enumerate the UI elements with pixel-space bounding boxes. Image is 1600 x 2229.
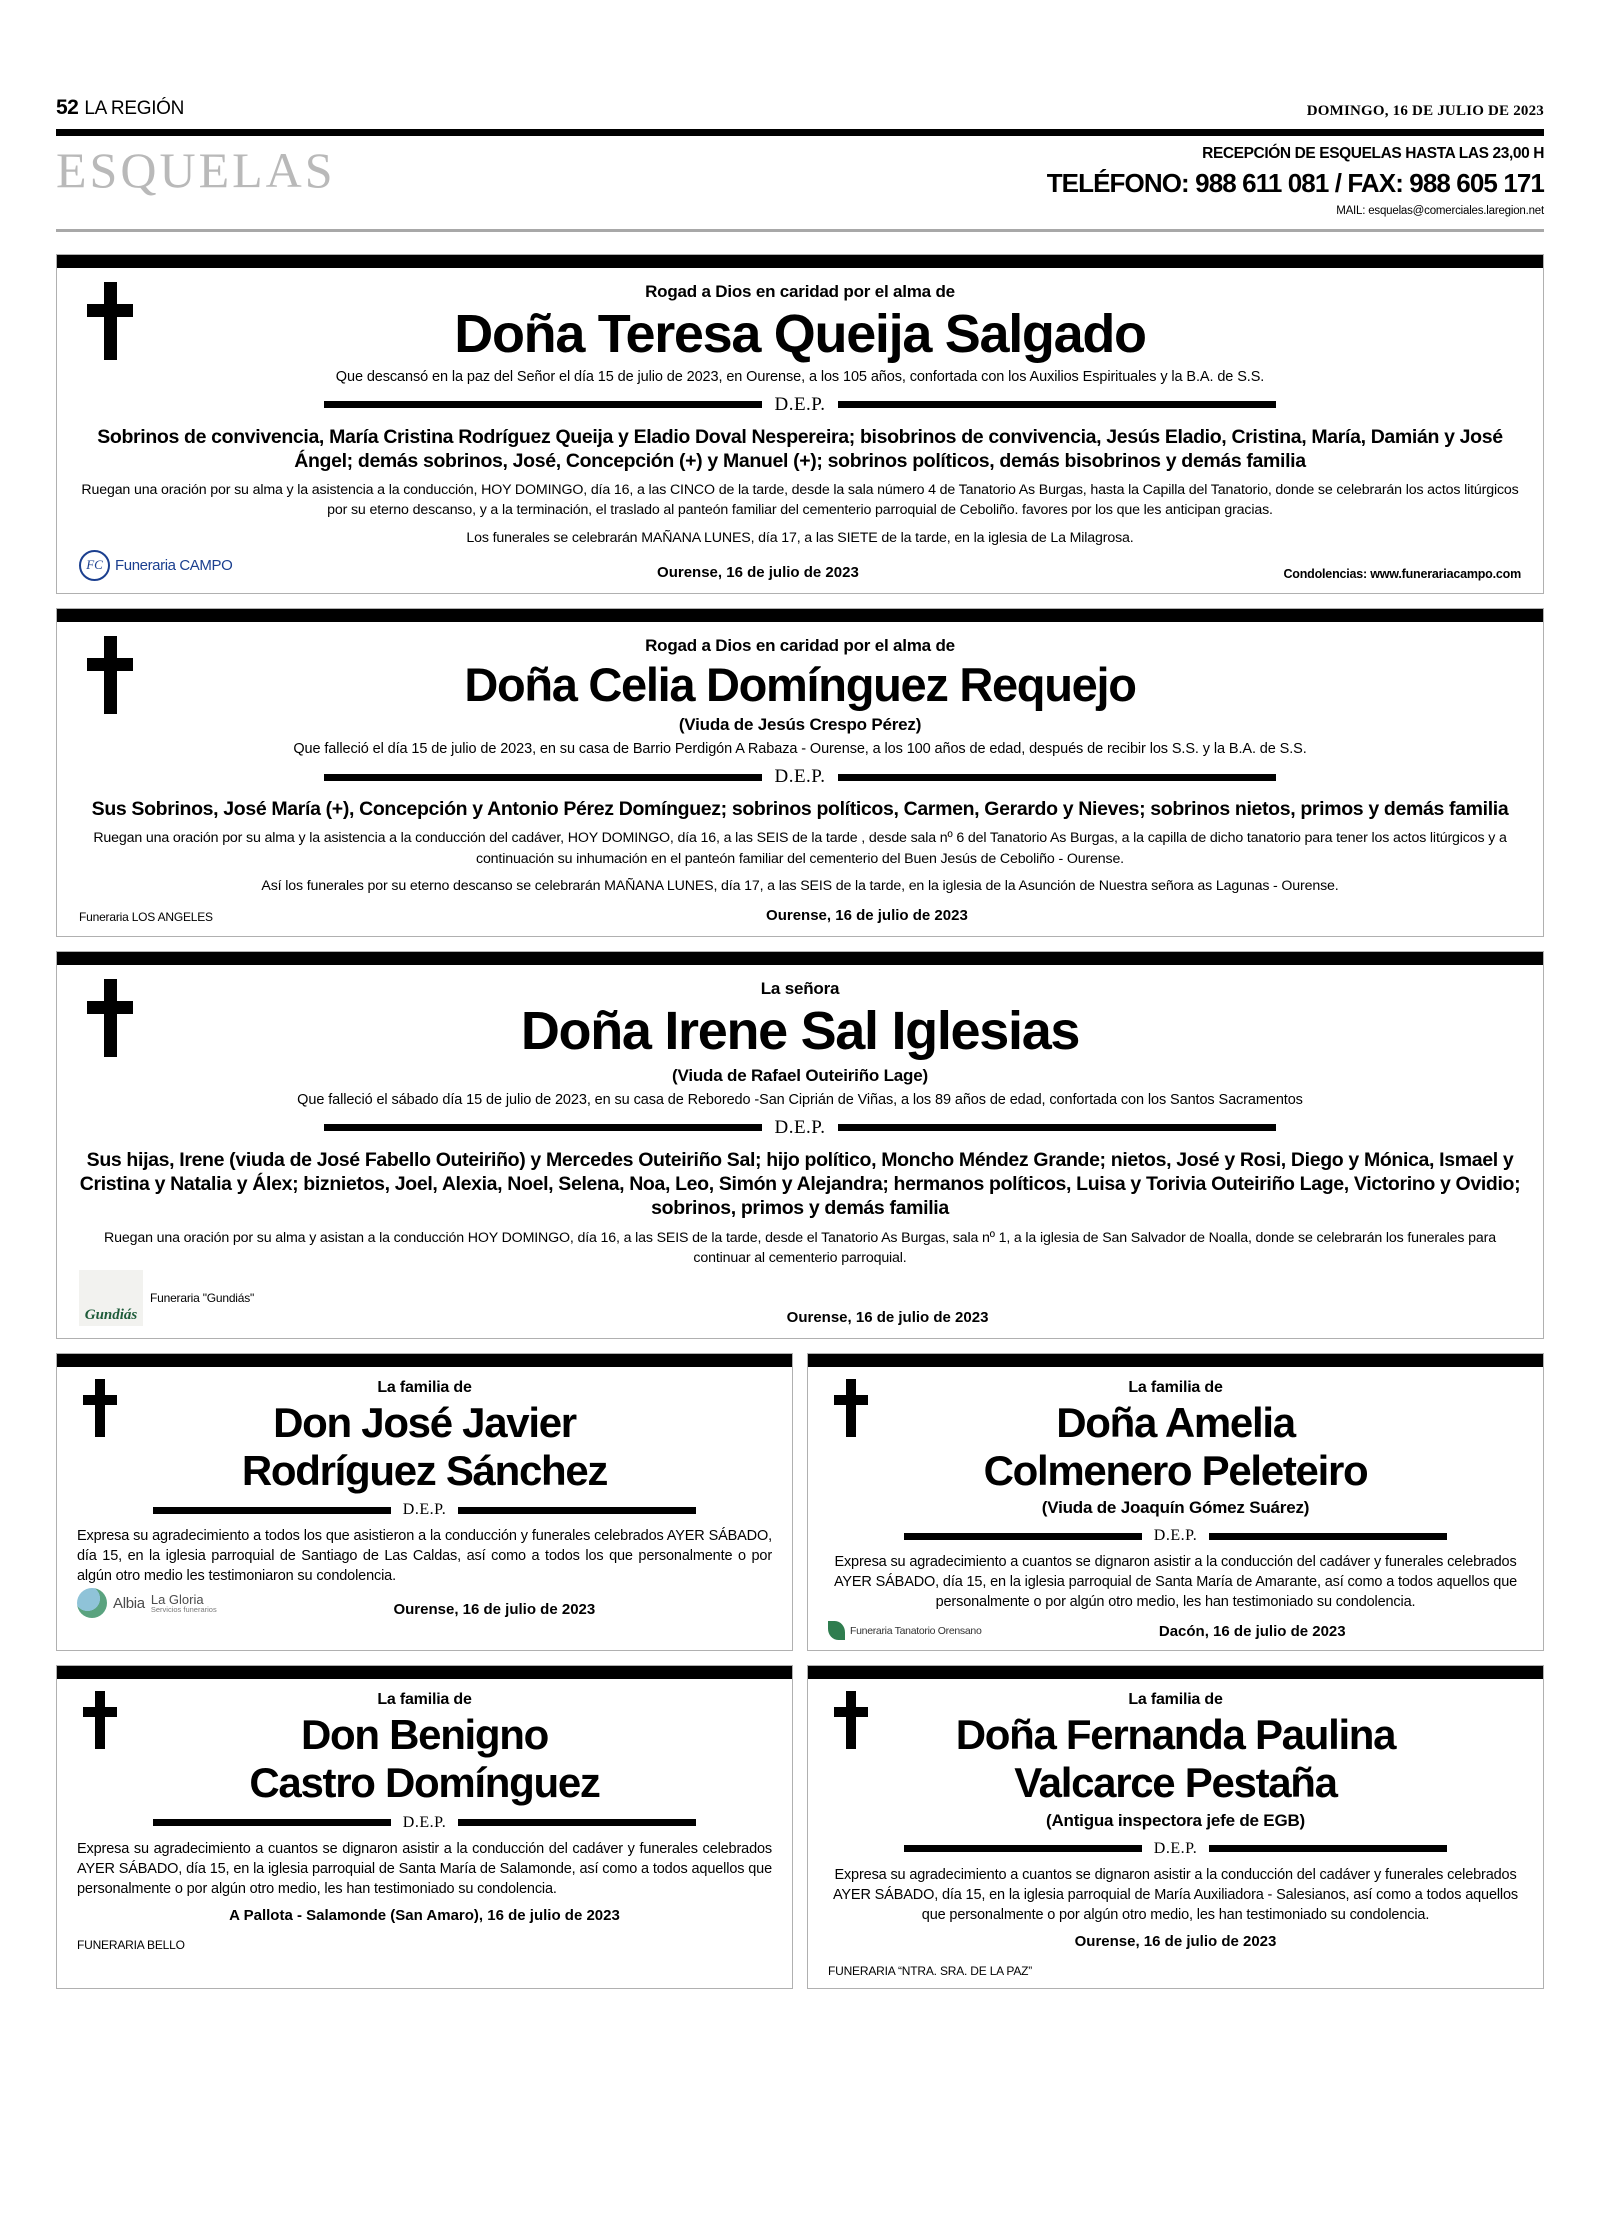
section-rule xyxy=(56,229,1544,232)
family-list: Sus Sobrinos, José María (+), Concepción y Antonio Pérez Domínguez; sobrinos políticos, Carmen, Gerardo y Nieves; sobrinos nietos, primos y demás familia xyxy=(91,798,1509,821)
issue-date: DOMINGO, 16 DE JULIO DE 2023 xyxy=(1306,103,1544,119)
dep-label: D.E.P. xyxy=(402,1813,447,1831)
family-list: Sus hijas, Irene (viuda de José Fabello Outeiriño) y Mercedes Outeiriño Sal; hijo político, Moncho Méndez Grande; nietos, José y Rosi, Diego y Mónica, Ismael y Cristina y Natalia y Álex; biznietos, Joel, Alexia, Noel, Selena, Noa, Leo, Simón y Alejandra; hermanos políticos, Luisa y Torivia Outeiriño Lage, Victorino y Ovidio; sobrinos, primos y demás familia xyxy=(79,1148,1521,1220)
notice-footer xyxy=(828,1952,1523,1978)
notice-footer xyxy=(77,1926,772,1952)
funeral-details: Ruegan una oración por su alma y la asistencia a la conducción, HOY DOMINGO, día 16, a las CINCO de la tarde, desde la sala número 4 de Tanatorio As Burgas, hasta la Capilla del Tanatorio, donde se celebrarán los actos litúrgicos por su eterno descanso, y a la terminación, el traslado al panteón familiar del cementerio parroquial de Ceboliño. favores por los que les anticipan gracias. xyxy=(81,482,1519,519)
masthead-rule xyxy=(56,129,1544,136)
section-header xyxy=(56,136,1544,219)
thanks-notice-grid xyxy=(56,1353,1544,1989)
funeral-home-sub xyxy=(151,1593,217,1615)
obituary-footer xyxy=(79,1270,1521,1326)
cross-icon xyxy=(87,636,133,714)
funeral-details-secondary: Los funerales se celebrarán MAÑANA LUNES, día 17, a las SIETE de la tarde, en la iglesia de La Milagrosa. xyxy=(466,529,1134,546)
funeral-home-block xyxy=(828,1964,1032,1978)
dep-bar-right xyxy=(838,774,1276,781)
cross-icon xyxy=(87,282,133,360)
albia-mark-icon xyxy=(77,1588,107,1618)
thanks-notice-card xyxy=(56,1353,793,1651)
funeral-home-block xyxy=(79,550,232,581)
dep-bar-right xyxy=(1209,1533,1446,1540)
deceased-name: Doña Teresa Queija Salgado xyxy=(454,303,1146,364)
thanks-notice-card xyxy=(807,1665,1544,1988)
dep-bar-right xyxy=(1209,1845,1446,1852)
funeral-home-name: Funeraria "Gundiás" xyxy=(150,1291,255,1306)
dep-label: D.E.P. xyxy=(1153,1839,1198,1857)
place-date: Ourense, 16 de julio de 2023 xyxy=(1074,1932,1277,1950)
deceased-name-line2: Castro Domínguez xyxy=(249,1759,600,1807)
dep-label: D.E.P. xyxy=(774,1116,826,1138)
deceased-name-line1: Don Benigno xyxy=(301,1711,548,1759)
leaf-icon xyxy=(828,1621,845,1640)
dep-label: D.E.P. xyxy=(774,766,826,788)
dep-divider xyxy=(324,766,1276,788)
dep-bar-left xyxy=(904,1845,1141,1852)
obituary-list xyxy=(56,254,1544,1339)
funeral-home-name: Funeraria CAMPO xyxy=(115,556,233,574)
notice-eyebrow: La familia de xyxy=(377,1379,472,1397)
cross-icon xyxy=(83,1691,117,1749)
page-number: 52 xyxy=(56,96,79,119)
dep-divider xyxy=(153,1501,695,1519)
mourning-bar xyxy=(57,1666,792,1679)
place-date: Ourense, 16 de julio de 2023 xyxy=(393,1601,596,1619)
place-date: Dacón, 16 de julio de 2023 xyxy=(1158,1623,1346,1641)
obituary-footer xyxy=(79,898,1521,924)
dep-label: D.E.P. xyxy=(774,393,826,415)
dep-bar-left xyxy=(324,1124,762,1131)
funeral-details: Ruegan una oración por su alma y asistan a la conducción HOY DOMINGO, día 16, a las SEIS de la tarde, desde el Tanatorio As Burgas, sala nº 1, a la iglesia de San Salvador de Noalla, donde se celebrarán los funerales para continuar al cementerio parroquial. xyxy=(104,1229,1496,1266)
dep-bar-left xyxy=(324,401,762,408)
funeral-home-name: Albia xyxy=(113,1594,145,1612)
mail-line: MAIL: esquelas@comerciales.laregion.net xyxy=(1336,205,1544,218)
publication-name: LA REGIÓN xyxy=(84,98,185,119)
dep-bar-left xyxy=(153,1819,390,1826)
dep-bar-right xyxy=(838,401,1276,408)
spouse-note: (Viuda de Rafael Outeiriño Lage) xyxy=(672,1065,928,1085)
cross-icon xyxy=(83,1379,117,1437)
albia-logo xyxy=(77,1588,217,1618)
mourning-bar xyxy=(808,1666,1543,1679)
dep-divider xyxy=(153,1814,695,1832)
funeral-home-block xyxy=(79,1270,254,1326)
thanks-notice-card xyxy=(807,1353,1544,1651)
obituary-card xyxy=(56,951,1544,1339)
orensano-logo xyxy=(828,1621,982,1640)
funeral-home-block xyxy=(77,1588,217,1618)
dep-bar-left xyxy=(153,1507,390,1514)
reception-note: RECEPCIÓN DE ESQUELAS HASTA LAS 23,00 H xyxy=(1202,145,1544,162)
funeral-home-name: FUNERARIA “NTRA. SRA. DE LA PAZ” xyxy=(828,1963,1033,1978)
obituary-eyebrow: Rogad a Dios en caridad por el alma de xyxy=(645,635,955,655)
thanks-body: Expresa su agradecimiento a cuantos se dignaron asistir a la conducción del cadáver y funerales celebrados AYER SÁBADO, día 15, en la iglesia parroquial de María Auxiliadora - Salesianos, así como a todos aquellos que personalmente o por algún otro medio, les han testimoniado su condolencia. xyxy=(832,1866,1519,1923)
deceased-name-line2: Valcarce Pestaña xyxy=(1014,1759,1337,1807)
dep-divider xyxy=(324,394,1276,416)
thanks-notice-card xyxy=(56,1665,793,1988)
family-list: Sobrinos de convivencia, María Cristina Rodríguez Queija y Eladio Doval Nespereira; bisobrinos de convivencia, Jesús Eladio, Cristina, María, Damián y José Ángel; demás sobrinos, José, Concepción (+) y Manuel (+); sobrinos políticos, demás bisobrinos y demás familia xyxy=(97,425,1503,472)
funeral-home-name: FUNERARIA BELLO xyxy=(77,1937,185,1952)
funeral-home-name: Funeraria Tanatorio Orensano xyxy=(850,1624,982,1637)
obituary-eyebrow: La señora xyxy=(760,978,840,998)
notice-footer xyxy=(77,1588,772,1618)
notice-eyebrow: La familia de xyxy=(1128,1379,1223,1397)
place-date: Ourense, 16 de julio de 2023 xyxy=(786,1309,989,1327)
obituary-card xyxy=(56,608,1544,937)
obituary-footer xyxy=(79,550,1521,581)
funeral-home-sub-name: La Gloria xyxy=(150,1591,204,1607)
dep-label: D.E.P. xyxy=(1153,1527,1198,1545)
thanks-body: Expresa su agradecimiento a cuantos se dignaron asistir a la conducción del cadáver y funerales celebrados AYER SÁBADO, día 15, en la iglesia parroquial de Santa María de Salamonde, así como a todos aquellos que personalmente o por algún otro medio, les han testimoniado su condolencia. xyxy=(77,1840,772,1897)
deceased-name-line2: Colmenero Peleteiro xyxy=(983,1446,1368,1494)
notice-eyebrow: La familia de xyxy=(1128,1691,1223,1709)
deceased-name-line2: Rodríguez Sánchez xyxy=(241,1446,608,1494)
obituary-card xyxy=(56,254,1544,594)
mourning-bar xyxy=(57,1354,792,1367)
funeral-details: Ruegan una oración por su alma y la asistencia a la conducción del cadáver, HOY DOMINGO, día 16, a las SEIS de la tarde , desde sala nº 6 del Tanatorio As Burgas, a la capilla de dicho tanatorio para tener los actos litúrgicos y a continuación su inhumación en el panteón familiar del cementerio del Buen Jesús de Ceboliño - Ourense. xyxy=(93,830,1507,867)
mourning-bar xyxy=(57,255,1543,268)
funeraria-gundias-logo: Gundiás xyxy=(79,1270,143,1326)
funeral-home-block xyxy=(828,1621,982,1640)
thanks-body: Expresa su agradecimiento a cuantos se dignaron asistir a la conducción del cadáver y funerales celebrados AYER SÁBADO, día 15, en la iglesia parroquial de Santa María de Amarante, así como a todos aquellos que personalmente o por algún otro medio, les han testimoniado su condolencia. xyxy=(833,1554,1518,1611)
thanks-body: Expresa su agradecimiento a todos los que asistieron a la conducción y funerales celebrados AYER SÁBADO, día 15, en la iglesia parroquial de Santiago de Las Caldas, así como a todos los que personalmente o por algún otro medio les testimoniaron su condolencia. xyxy=(77,1528,772,1585)
section-title: ESQUELAS xyxy=(56,142,336,198)
dep-bar-right xyxy=(458,1819,695,1826)
condolences-link[interactable]: Condolencias: www.funerariacampo.com xyxy=(1283,566,1521,581)
cross-icon xyxy=(834,1379,868,1437)
death-statement: Que descansó en la paz del Señor el día 15 de julio de 2023, en Ourense, a los 105 años, confortada con los Auxilios Espirituales y la B.A. de S.S. xyxy=(335,368,1265,385)
dep-divider xyxy=(904,1527,1446,1545)
obituary-eyebrow: Rogad a Dios en caridad por el alma de xyxy=(645,281,955,301)
place-date: A Pallota - Salamonde (San Amaro), 16 de julio de 2023 xyxy=(229,1906,620,1924)
deceased-name-line1: Doña Fernanda Paulina xyxy=(955,1711,1396,1759)
funeral-home-block xyxy=(79,910,213,924)
place-date: Ourense, 16 de julio de 2023 xyxy=(657,563,859,581)
notice-eyebrow: La familia de xyxy=(377,1691,472,1709)
death-statement: Que falleció el día 15 de julio de 2023, en su casa de Barrio Perdigón A Rabaza - Ourense, a los 100 años de edad, después de recibir los S.S. y la B.A. de S.S. xyxy=(293,741,1307,758)
dep-divider xyxy=(324,1117,1276,1139)
contact-block xyxy=(1047,144,1544,219)
funeral-home-name: Funeraria LOS ANGELES xyxy=(79,909,213,924)
dep-divider xyxy=(904,1840,1446,1858)
deceased-name: Doña Irene Sal Iglesias xyxy=(520,1000,1080,1061)
spouse-note: (Viuda de Joaquín Gómez Suárez) xyxy=(1041,1498,1310,1518)
cross-icon xyxy=(87,979,133,1057)
place-date: Ourense, 16 de julio de 2023 xyxy=(766,906,968,924)
funeraria-campo-mark: FC xyxy=(79,550,110,581)
dep-bar-left xyxy=(324,774,762,781)
deceased-name-line1: Don José Javier xyxy=(273,1399,576,1447)
dep-bar-right xyxy=(838,1124,1276,1131)
mourning-bar xyxy=(57,952,1543,965)
phone-fax-line: TELÉFONO: 988 611 081 / FAX: 988 605 171 xyxy=(1046,167,1544,198)
mourning-bar xyxy=(57,609,1543,622)
deceased-name: Doña Celia Domínguez Requejo xyxy=(464,657,1136,711)
cross-icon xyxy=(834,1691,868,1749)
folio xyxy=(56,96,184,120)
funeral-home-block xyxy=(77,1938,185,1952)
dep-bar-left xyxy=(904,1533,1141,1540)
funeral-details-secondary: Así los funerales por su eterno descanso se celebrarán MAÑANA LUNES, día 17, a las SEIS de la tarde, en la iglesia de la Asunción de Nuestra señora as Lagunas - Ourense. xyxy=(261,877,1339,894)
spouse-note: (Viuda de Jesús Crespo Pérez) xyxy=(678,715,922,735)
death-statement: Que falleció el sábado día 15 de julio de 2023, en su casa de Reboredo -San Ciprián de Viñas, a los 89 años de edad, confortada con los Santos Sacramentos xyxy=(297,1091,1303,1108)
masthead xyxy=(56,0,1544,120)
funeraria-campo-logo xyxy=(79,550,232,581)
notice-footer xyxy=(828,1614,1523,1640)
funeral-home-sub-tagline: Servicios funerarios xyxy=(150,1605,217,1615)
mourning-bar xyxy=(808,1354,1543,1367)
spouse-note: (Antigua inspectora jefe de EGB) xyxy=(1045,1810,1306,1830)
dep-bar-right xyxy=(458,1507,695,1514)
deceased-name-line1: Doña Amelia xyxy=(1056,1399,1295,1447)
dep-label: D.E.P. xyxy=(402,1501,447,1519)
